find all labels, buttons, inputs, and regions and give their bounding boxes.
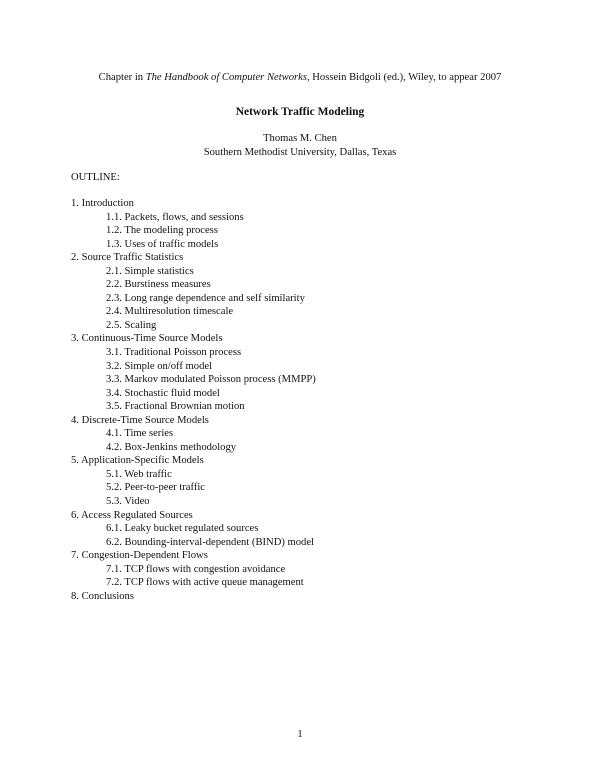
author-affiliation: Southern Methodist University, Dallas, Texas <box>203 147 397 158</box>
chapter-citation <box>0 72 600 83</box>
outline-subsection: 2.4. Multiresolution timescale <box>106 306 234 318</box>
citation-suffix: , Hossein Bidgoli (ed.), Wiley, to appear 2007 <box>306 72 502 83</box>
outline-subsection: 1.2. The modeling process <box>106 225 218 237</box>
outline-subsection: 5.2. Peer-to-peer traffic <box>106 482 206 494</box>
outline-subsection: 3.3. Markov modulated Poisson process (MMPP) <box>106 374 316 386</box>
outline-section: 2. Source Traffic Statistics <box>71 252 184 264</box>
outline-subsection: 7.2. TCP flows with active queue management <box>106 577 304 589</box>
outline-section: 5. Application-Specific Models <box>71 455 204 467</box>
author-name: Thomas M. Chen <box>263 133 337 144</box>
outline-subsection: 3.1. Traditional Poisson process <box>106 347 242 359</box>
outline-subsection: 2.3. Long range dependence and self similarity <box>106 292 305 304</box>
page-number: 1 <box>297 729 303 740</box>
outline-subsection: 4.2. Box-Jenkins methodology <box>106 441 237 453</box>
outline-subsection: 3.5. Fractional Brownian motion <box>106 401 245 413</box>
outline-subsection: 4.1. Time series <box>106 428 174 440</box>
outline-subsection: 2.5. Scaling <box>106 319 157 331</box>
outline-section: 7. Congestion-Dependent Flows <box>71 550 208 562</box>
outline-subsection: 2.2. Burstiness measures <box>106 279 211 291</box>
outline-subsection: 5.1. Web traffic <box>106 468 172 480</box>
outline-subsection: 2.1. Simple statistics <box>106 265 194 277</box>
outline-subsection: 6.1. Leaky bucket regulated sources <box>106 523 259 535</box>
handbook-title: The Handbook of Computer Networks <box>145 72 307 83</box>
author-block <box>0 132 600 160</box>
outline-subsection: 1.3. Uses of traffic models <box>106 238 219 250</box>
document-title: Network Traffic Modeling <box>235 106 365 118</box>
outline-section: 1. Introduction <box>71 198 134 209</box>
outline-subsection: 3.4. Stochastic fluid model <box>106 387 220 399</box>
outline-list <box>71 197 316 603</box>
outline-section: 3. Continuous-Time Source Models <box>71 333 223 345</box>
outline-subsection: 6.2. Bounding-interval-dependent (BIND) model <box>106 536 315 548</box>
outline-section: 6. Access Regulated Sources <box>71 509 193 521</box>
outline-subsection: 3.2. Simple on/off model <box>106 360 213 372</box>
outline-subsection: 1.1. Packets, flows, and sessions <box>106 211 244 223</box>
outline-section: 4. Discrete-Time Source Models <box>71 414 209 426</box>
outline-subsection: 7.1. TCP flows with congestion avoidance <box>106 563 286 575</box>
outline-section: 8. Conclusions <box>71 590 134 602</box>
outline-subsection: 5.3. Video <box>106 496 150 508</box>
citation-prefix: Chapter in <box>98 72 146 83</box>
outline-heading: OUTLINE: <box>71 172 120 183</box>
